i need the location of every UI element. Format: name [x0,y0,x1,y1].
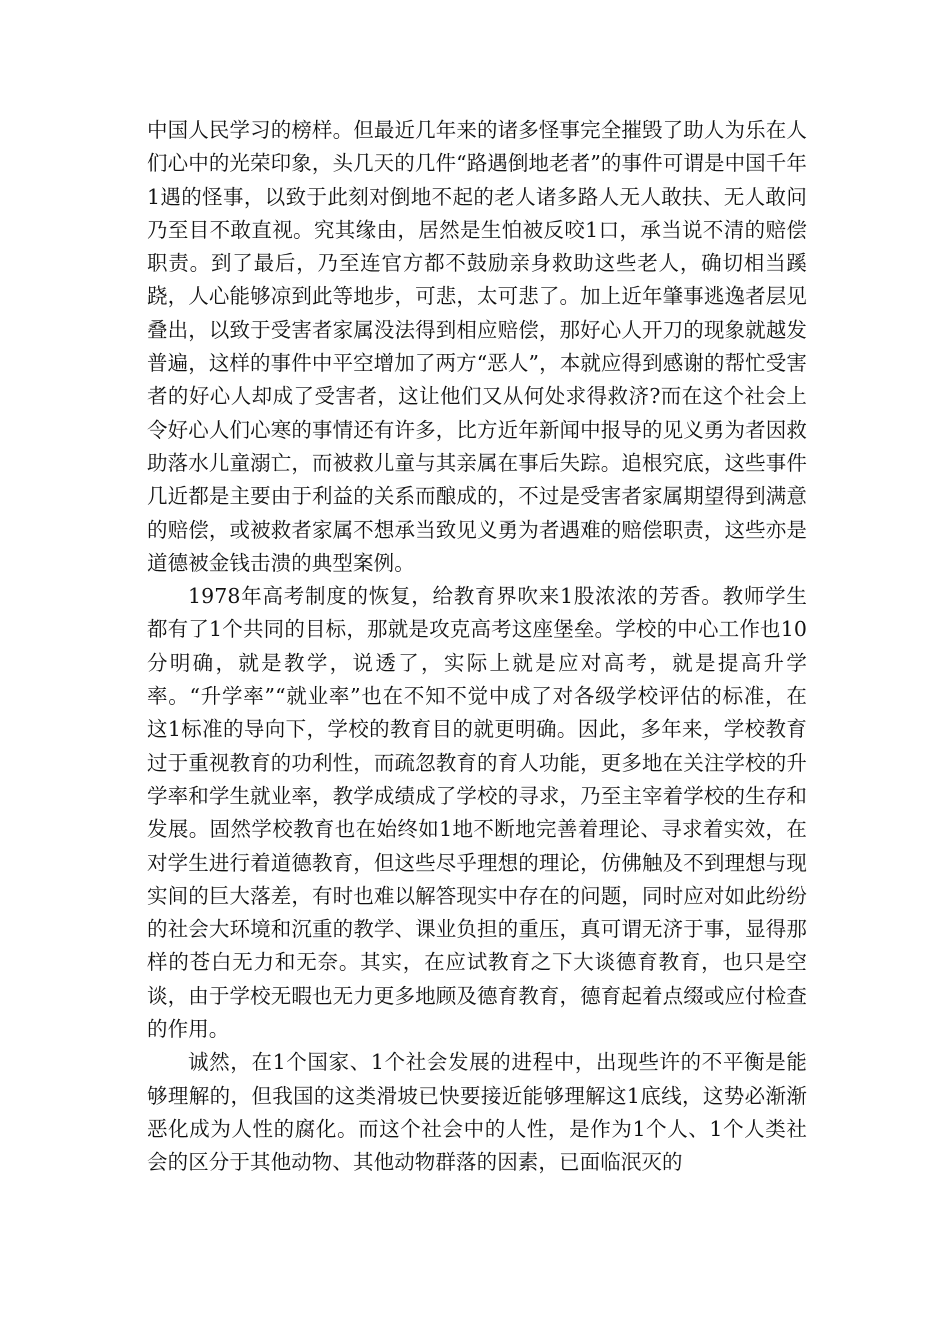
document-body [147,114,807,1180]
paragraph-gaokao-education: 1978年高考制度的恢复，给教育界吹来1股浓浓的芳香。教师学生都有了1个共同的目标，那就是攻克高考这座堡垒。学校的中心工作也10分明确，就是教学，说透了，实际上就是应对高考，就是提高升学率。“升学率”“就业率”也在不知不觉中成了对各级学校评估的标准，在这1标准的导向下，学校的教育目的就更明确。因此，多年来，学校教育过于重视教育的功利性，而疏忽教育的育人功能，更多地在关注学校的升学率和学生就业率，教学成绩成了学校的寻求，乃至主宰着学校的生存和发展。固然学校教育也在始终如1地不断地完善着理论、寻求着实效，在对学生进行着道德教育，但这些尽乎理想的理论，仿佛触及不到理想与现实间的巨大落差，有时也难以解答现实中存在的问题，同时应对如此纷纷的社会大环境和沉重的教学、课业负担的重压，真可谓无济于事，显得那样的苍白无力和无奈。其实，在应试教育之下大谈德育教育，也只是空谈，由于学校无暇也无力更多地顾及德育教育，德育起着点缀或应付检查的作用。 [147,584,807,1042]
paragraph-social-humanity: 诚然，在1个国家、1个社会发展的进程中，出现些许的不平衡是能够理解的，但我国的这类滑坡已快要接近能够理解这1底线，这势必渐渐恶化成为人性的腐化。而这个社会中的人性，是作为1个人、1个人类社会的区分于其他动物、其他动物群落的因素，已面临泯灭的 [147,1050,807,1175]
paragraph-continuation: 中国人民学习的榜样。但最近几年来的诸多怪事完全摧毁了助人为乐在人们心中的光荣印象，头几天的几件“路遇倒地老者”的事件可谓是中国千年1遇的怪事，以致于此刻对倒地不起的老人诸多路人无人敢扶、无人敢问乃至目不敢直视。究其缘由，居然是生怕被反咬1口，承当说不清的赔偿职责。到了最后，乃至连官方都不鼓励亲身救助这些老人，确切相当蹊跷，人心能够凉到此等地步，可悲，太可悲了。加上近年肇事逃逸者层见叠出，以致于受害者家属没法得到相应赔偿，那好心人开刀的现象就越发普遍，这样的事件中平空增加了两方“恶人”，本就应得到感谢的帮忙受害者的好心人却成了受害者，这让他们又从何处求得救济?而在这个社会上令好心人们心寒的事情还有许多，比方近年新闻中报导的见义勇为者因救助落水儿童溺亡，而被救儿童与其亲属在事后失踪。追根究底，这些事件几近都是主要由于利益的关系而酿成的，不过是受害者家属期望得到满意的赔偿，或被救者家属不想承当致见义勇为者遇难的赔偿职责，这些亦是道德被金钱击溃的典型案例。 [147,118,807,575]
